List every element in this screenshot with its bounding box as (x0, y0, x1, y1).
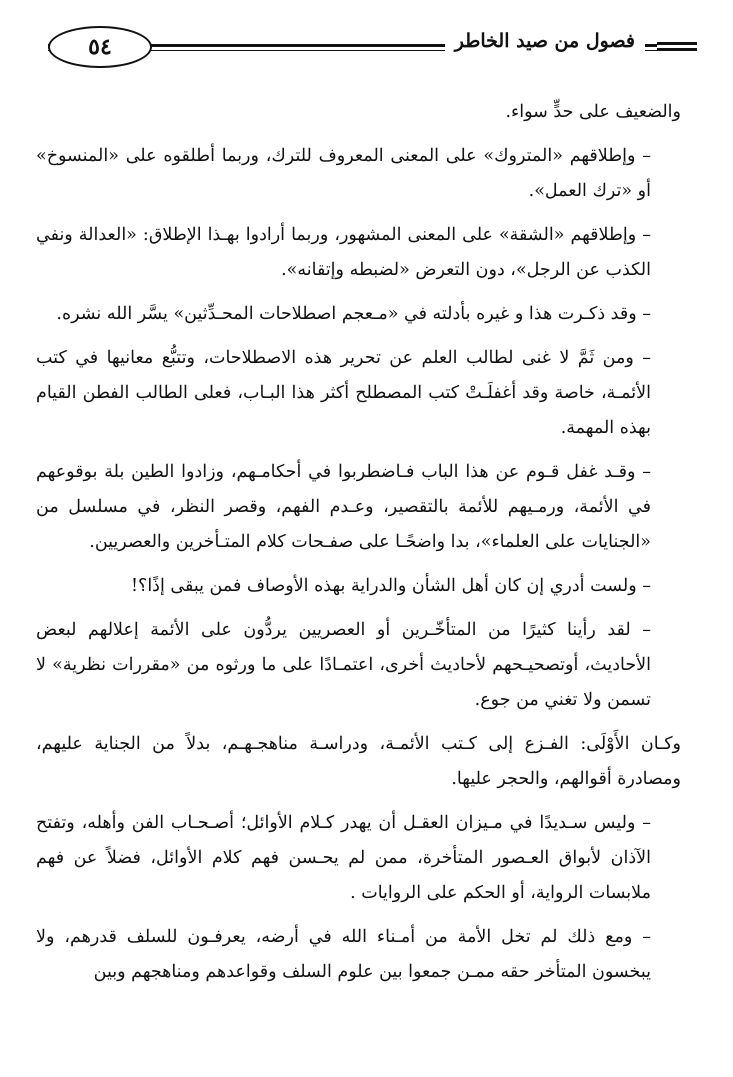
paragraph: – وليس سـديدًا في مـيزان العقـل أن يهدر كـلام الأوائل؛ أصـحـاب الفن وأهله، وتفتح الآذان لأبواق العـصور المتأخرة، ممن لم يحـسن فهم كلام الأوائل، فضلاً عن فهم ملابسات الرواية، أو الحكم على الروايات . (36, 813, 651, 903)
paragraph: وكـان الأَوْلَى: الفـزع إلى كـتب الأئمـة، ودراسـة مناهجـهـم، بدلاً من الجناية عليهم، ومصادرة أقوالهم، والحجر عليها. (36, 734, 681, 789)
paragraph: – وقد ذكـرت هذا و غيره بأدلته في «مـعجم اصطلاحات المحـدِّثين» يسَّر الله نشره. (56, 304, 651, 324)
header-left-ornament (36, 40, 48, 52)
paragraph: – وقـد غفل قـوم عن هذا الباب فـاضطربوا في أحكامـهم، وزادوا الطين بلة بوقوعهم في الأئمة، ورمـيهم للأئمة بالتقصير، وعـدم الفهم، وقصر النظر، في مسلسل من «الجنايات على العلماء»، بدا واضحًـا على صفـحات كلام المتـأخرين والعصريين. (36, 462, 651, 552)
paragraph: – ومن ثَمَّ لا غنى لطالب العلم عن تحرير هذه الاصطلاحات، وتتبُّع معانيها في كتب الأئمـة، خاصة وقد أغفلَـتْ كتب المصطلح أكثر هذا البـاب، فعلى الطالب الفطن القيام بهذه المهمة. (36, 348, 651, 438)
paragraph: – ومع ذلك لم تخل الأمة من أمـناء الله في أرضه، يعرفـون للسلف قدرهم، ولا يبخسون المتأخر حقه ممـن جمعوا بين علوم السلف وقواعدهم ومناهجهم وبين (36, 927, 651, 982)
page-header (36, 22, 697, 72)
paragraph: – وإطلاقهم «المتروك» على المعنى المعروف للترك، وربما أطلقوه على «المنسوخ» أو «ترك العمل». (36, 146, 651, 201)
paragraph: – وإطلاقهم «الشقة» على المعنى المشهور، وربما أرادوا بهـذا الإطلاق: «العدالة ونفي الكذب عن الرجل»، دون التعرض «لضبطه وإتقانه». (36, 225, 651, 280)
paragraph: – ولست أدري إن كان أهل الشأن والدراية بهذه الأوصاف فمن يبقى إذًا؟! (131, 576, 651, 596)
page-number: ٥٤ (48, 26, 152, 68)
paragraph: والضعيف على حدٍّ سواء. (505, 102, 681, 122)
page-body (36, 95, 681, 999)
header-right-ornament (657, 40, 697, 52)
paragraph: – لقد رأينا كثيرًا من المتأخّـرين أو العصريين يردُّون على الأئمة إعلالهم لبعض الأحاديث، أوتصحيـحهم لأحاديث أخرى، اعتمـادًا على ما ورثوه من «مقررات نظرية» لا تسمن ولا تغني من جوع. (36, 620, 651, 710)
running-title: فصول من صيد الخاطر (445, 30, 645, 52)
